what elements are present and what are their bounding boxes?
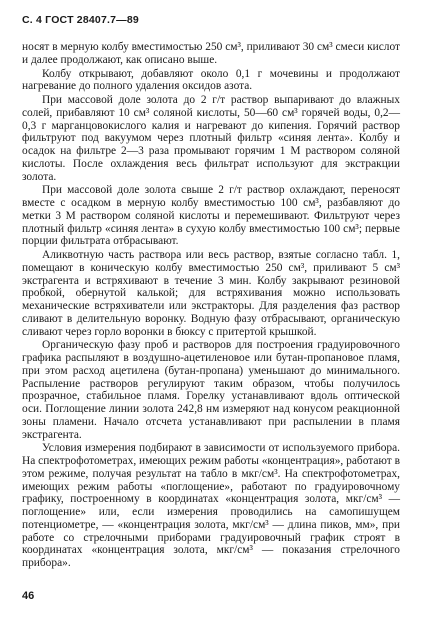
page-number: 46 <box>22 590 35 602</box>
paragraph-continuation: носят в мерную колбу вместимостью 250 см³, приливают 30 см³ смеси кислот и далее продолжают, как описано выше. <box>22 41 400 66</box>
paragraph-urea: Колбу открывают, добавляют около 0,1 г мочевины и продолжают нагревание до полного удаления оксидов азота. <box>22 67 400 93</box>
paragraph-high-gold: При массовой доле золота свыше 2 г/т раствор охлаждают, переносят вместе с осадком в мерную колбу вместимостью 100 см³, разбавляют до метки 3 М раствором соляной кислоты и перемешивают. Фильтруют через плотный фильтр «синяя лента» в сухую колбу вместимостью 100 см³; первые порции фильтрата отбрасывают. <box>22 184 400 248</box>
paragraph-measurement: Условия измерения подбирают в зависимости от используемого прибора. На спектрофотометрах, имеющих режим работы «концентрация», работают в этом режиме, получая результат на табло в мкг/см³. На спектрофотометрах, имеющих режим работы «поглощение», работают по градуировочному графику, построенному в координатах «концентрация золота, мкг/см³ — поглощение» или, если измерения проводились на самопишущем потенциометре, — «концентрация золота, мкг/см³ — длина пиков, мм», при работе со стрелочными приборами градуировочный график строят в координатах «концентрация золота, мкг/см³ — показания стрелочного прибора». <box>22 442 400 569</box>
body-text <box>22 41 400 570</box>
paragraph-organic-phase: Органическую фазу проб и растворов для построения градуировочного графика распыляют в воздушно-ацетиленовое или бутан-пропановое пламя, при этом расход ацетилена (бутан-пропана) уменьшают до минимального. Распыление растворов регулируют таким образом, чтобы получилось прозрачное, стабильное пламя. Горелку устанавливают вдоль оптической оси. Поглощение линии золота 242,8 нм измеряют над конусом реакционной зоны пламени. Начало отсчета устанавливают при распылении в пламя экстрагента. <box>22 339 400 441</box>
paragraph-low-gold: При массовой доле золота до 2 г/т раствор выпаривают до влажных солей, прибавляют 10 см³ соляной кислоты, 50—60 см³ горячей воды, 0,2—0,3 г марганцовокислого калия и нагревают до кипения. Горячий раствор фильтруют под вакуумом через плотный фильтр «синяя лента». Колбу и осадок на фильтре 2—3 раза промывают горячим 1 М раствором соляной кислоты. После охлаждения весь фильтрат используют для экстракции золота. <box>22 94 400 183</box>
paragraph-aliquot: Аликвотную часть раствора или весь раствор, взятые согласно табл. 1, помещают в коническую колбу вместимостью 250 см³, приливают 5 см³ экстрагента и встряхивают в течение 3 мин. Колбу закрывают резиновой пробкой, обернутой калькой; для встряхивания можно использовать механические встряхиватели или экстракторы. Для разделения фаз раствор сливают в делительную воронку. Водную фазу отбрасывают, органическую сливают через горло воронки в бюксу с притертой крышкой. <box>22 249 400 338</box>
page-header: С. 4 ГОСТ 28407.7—89 <box>22 14 139 26</box>
